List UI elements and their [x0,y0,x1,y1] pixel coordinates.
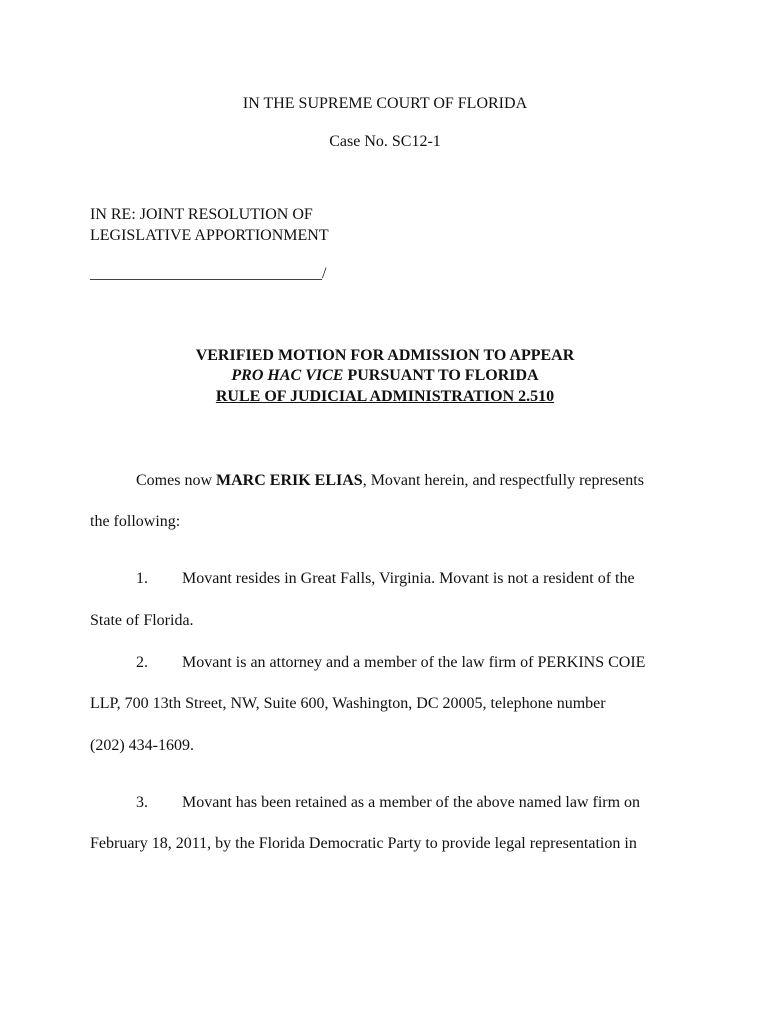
paragraph-1-number: 1. [136,570,148,587]
paragraph-2-line: (202) 434-1609. [90,737,194,754]
motion-title-line-2 [0,366,770,386]
in-re-line-2: LEGISLATIVE APPORTIONMENT [90,227,329,244]
motion-title-line-3: RULE OF JUDICIAL ADMINISTRATION 2.510 [215,388,555,405]
court-heading: IN THE SUPREME COURT OF FLORIDA [242,95,528,112]
motion-title-line-2-rest: PURSUANT TO FLORIDA [343,367,539,384]
paragraph-2-number: 2. [136,654,148,671]
paragraph-2-first-line: Movant is an attorney and a member of the law firm of PERKINS COIE [182,654,646,671]
intro-post: , Movant herein, and respectfully represents [362,472,644,489]
movant-name: MARC ERIK ELIAS [216,472,363,489]
paragraph-3-number: 3. [136,794,148,811]
paragraph-2-line: LLP, 700 13th Street, NW, Suite 600, Washington, DC 20005, telephone number [90,695,606,712]
intro-line [136,471,644,491]
paragraph-3-first-line: Movant has been retained as a member of the above named law firm on [182,794,641,811]
intro-continuation: the following: [90,513,181,530]
case-number: Case No. SC12-1 [329,133,441,150]
in-re-line-1: IN RE: JOINT RESOLUTION OF [90,206,313,223]
intro-pre: Comes now [136,472,216,489]
pro-hac-vice-text: PRO HAC VICE [231,367,344,384]
paragraph-1-first-line: Movant resides in Great Falls, Virginia. Movant is not a resident of the [182,570,635,587]
motion-title-line-1: VERIFIED MOTION FOR ADMISSION TO APPEAR [195,347,575,364]
paragraph-3-line: February 18, 2011, by the Florida Democratic Party to provide legal representation in [90,835,637,852]
paragraph-1-line: State of Florida. [90,612,194,629]
caption-rule: _____________________________/ [90,265,327,282]
